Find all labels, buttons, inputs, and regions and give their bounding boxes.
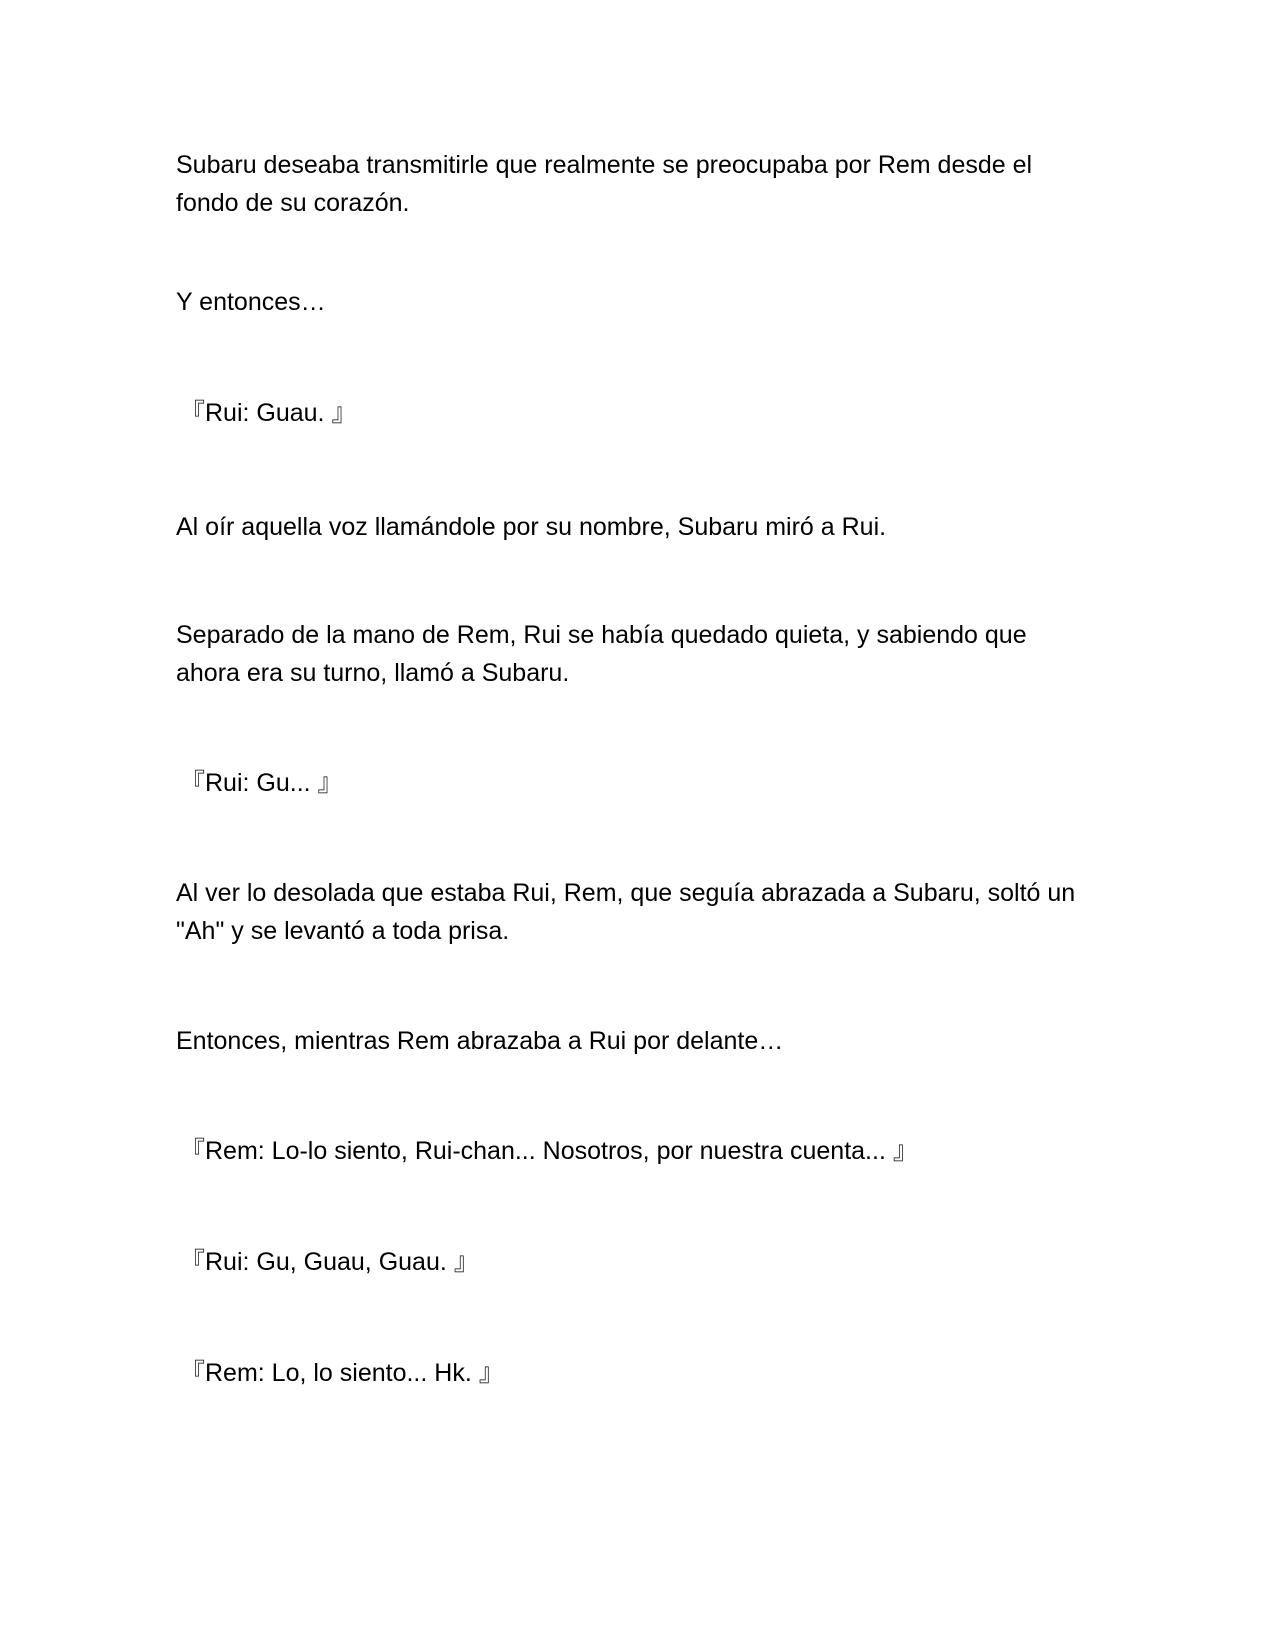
dialogue-rem-hk: 『Rem: Lo, lo siento... Hk. 』 xyxy=(180,1359,504,1387)
dialogue-rem-lo-lo-siento: 『Rem: Lo-lo siento, Rui-chan... Nosotros, por nuestra cuenta... 』 xyxy=(180,1137,918,1165)
dialogue-rui-gu: 『Rui: Gu... 』 xyxy=(180,769,343,797)
paragraph-al-ver: Al ver lo desolada que estaba Rui, Rem, que seguía abrazada a Subaru, soltó un "Ah" y se levantó a toda prisa. xyxy=(176,879,1083,945)
paragraph-separado: Separado de la mano de Rem, Rui se había quedado quieta, y sabiendo que ahora era su turno, llamó a Subaru. xyxy=(176,621,1034,687)
dialogue-rui-gu-guau: 『Rui: Gu, Guau, Guau. 』 xyxy=(180,1248,479,1276)
paragraph-y-entonces: Y entonces… xyxy=(176,288,326,316)
paragraph-entonces: Entonces, mientras Rem abrazaba a Rui por delante… xyxy=(176,1027,784,1055)
paragraph-al-oir: Al oír aquella voz llamándole por su nombre, Subaru miró a Rui. xyxy=(176,513,887,541)
paragraph-subaru-wish: Subaru deseaba transmitirle que realmente se preocupaba por Rem desde el fondo de su corazón. xyxy=(176,151,1040,217)
dialogue-rui-guau: 『Rui: Guau. 』 xyxy=(180,399,357,427)
